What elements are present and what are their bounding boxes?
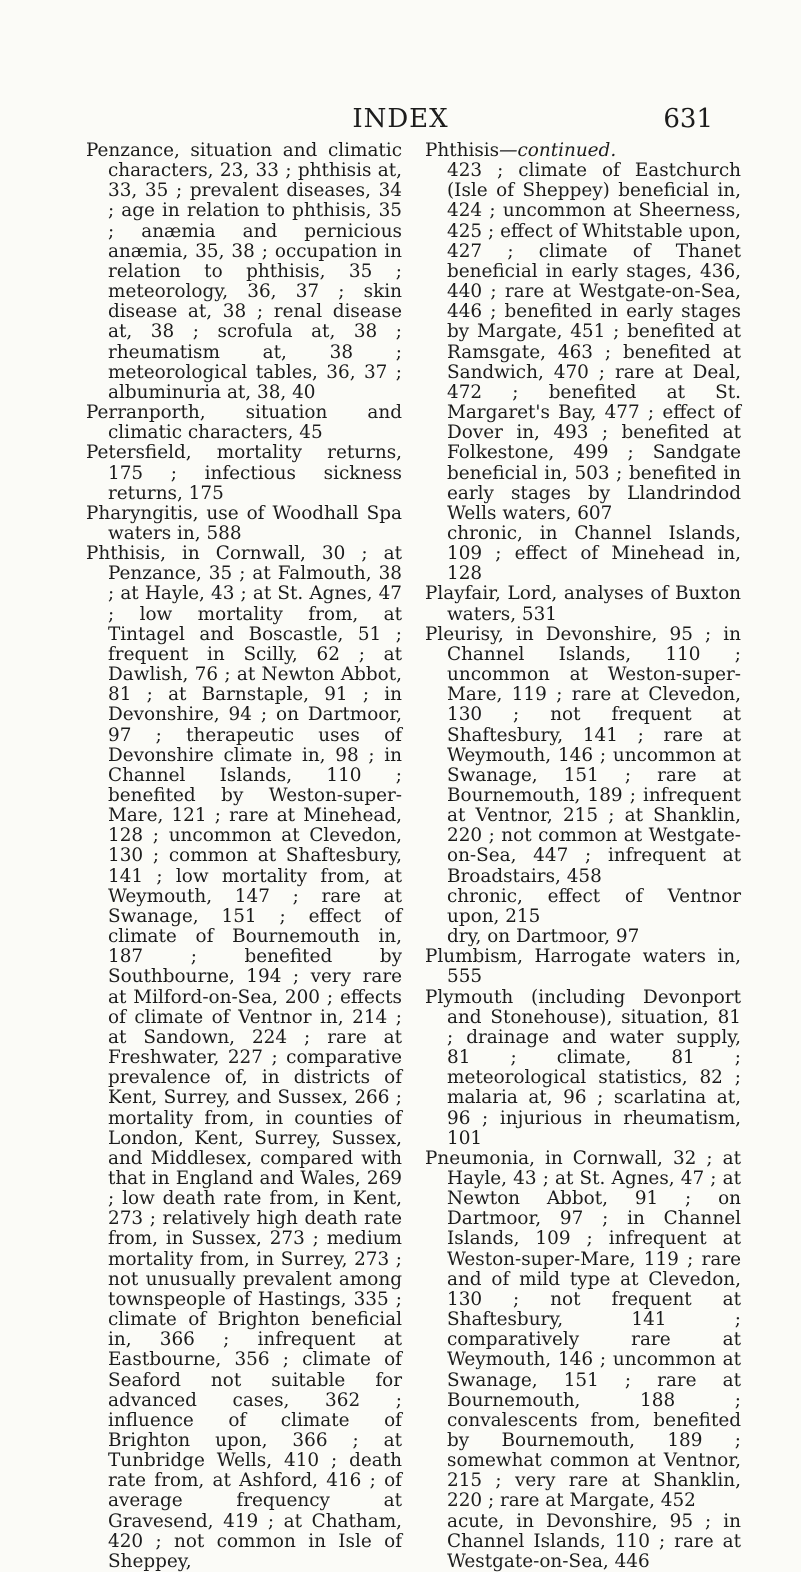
index-subentry-chronic-phthisis: chronic, in Channel Islands, 109 ; effect of Minehead in, 128 (447, 522, 741, 585)
index-entry-phthisis-continued: 423 ; climate of Eastchurch (Isle of Sheppey) beneficial in, 424 ; uncommon at Sheerness, 425 ; effect of Whitstable upon, 427 ; climate of Thanet beneficial in early stages, 436, 440 ; rare at Westgate-on-Sea, 446 ; benefited in early stages by Margate, 451 ; benefited at Ramsgate, 463 ; benefited at Sandwich, 470 ; rare at Deal, 472 ; benefited at St. Margaret's Bay, 477 ; effect of Dover in, 493 ; benefited at Folkestone, 499 ; Sandgate beneficial in, 503 ; benefited in early stages by Llandrindod Wells waters, 607 (447, 160, 741, 524)
index-entry-penzance: Penzance, situation and climatic characters, 23, 33 ; phthisis at, 33, 35 ; prevalent diseases, 34 ; age in relation to phthisis, 35 ; anæmia and pernicious anæmia, 35, 38 ; occupation in relation to phthisis, 35 ; meteorology, 36, 37 ; skin disease at, 38 ; renal disease at, 38 ; scrofula at, 38 ; rheumatism at, 38 ; meteorological tables, 36, 37 ; albuminuria at, 38, 40 (86, 140, 402, 403)
left-column (86, 141, 402, 1572)
running-title: INDEX (352, 104, 449, 134)
continued-label: —continued. (499, 140, 617, 161)
index-entry-petersfield: Petersfield, mortality returns, 175 ; infectious sickness returns, 175 (86, 442, 402, 504)
page-header (0, 104, 801, 134)
index-entry-playfair: Playfair, Lord, analyses of Buxton waters, 531 (425, 583, 741, 625)
index-subentry-chronic-pleurisy: chronic, effect of Ventnor upon, 215 (447, 885, 741, 927)
index-entry-pharyngitis: Pharyngitis, use of Woodhall Spa waters in, 588 (86, 502, 402, 544)
index-entry-pleurisy: Pleurisy, in Devonshire, 95 ; in Channel Islands, 110 ; uncommon at Weston-super-Mare, 119 ; rare at Clevedon, 130 ; not frequent at Shaftesbury, 141 ; rare at Weymouth, 146 ; uncommon at Swanage, 151 ; rare at Bournemouth, 189 ; infrequent at Ventnor, 215 ; at Shanklin, 220 ; not common at Westgate-on-Sea, 447 ; infrequent at Broadstairs, 458 (425, 623, 741, 887)
index-entry-plymouth: Plymouth (including Devonport and Stonehouse), situation, 81 ; drainage and water supply, 81 ; climate, 81 ; meteorological statistics, 82 ; malaria at, 96 ; scarlatina at, 96 ; injurious in rheumatism, 101 (425, 986, 741, 1149)
index-entry-pneumonia: Pneumonia, in Cornwall, 32 ; at Hayle, 43 ; at St. Agnes, 47 ; at Newton Abbot, 91 ; on Dartmoor, 97 ; in Channel Islands, 109 ; infrequent at Weston-super-Mare, 119 ; rare and of mild type at Clevedon, 130 ; not frequent at Shaftesbury, 141 ; comparatively rare at Weymouth, 146 ; uncommon at Swanage, 151 ; rare at Bournemouth, 188 ; convalescents from, benefited by Bournemouth, 189 ; somewhat common at Ventnor, 215 ; very rare at Shanklin, 220 ; rare at Margate, 452 (425, 1147, 741, 1512)
continued-heading (425, 141, 741, 161)
index-entry-phthisis: Phthisis, in Cornwall, 30 ; at Penzance, 35 ; at Falmouth, 38 ; at Hayle, 43 ; at St. Agnes, 47 ; low mortality from, at Tintagel and Boscastle, 51 ; frequent in Scilly, 62 ; at Dawlish, 76 ; at Newton Abbot, 81 ; at Barnstaple, 91 ; in Devonshire, 94 ; on Dartmoor, 97 ; therapeutic uses of Devonshire climate in, 98 ; in Channel Islands, 110 ; benefited by Weston-super-Mare, 121 ; rare at Minehead, 128 ; uncommon at Clevedon, 130 ; common at Shaftesbury, 141 ; low mortality from, at Weymouth, 147 ; rare at Swanage, 151 ; effect of climate of Bournemouth in, 187 ; benefited by Southbourne, 194 ; very rare at Milford-on-Sea, 200 ; effects of climate of Ventnor in, 214 ; at Sandown, 224 ; rare at Freshwater, 227 ; comparative prevalence of, in districts of Kent, Surrey, and Sussex, 266 ; mortality from, in counties of London, Kent, Surrey, Sussex, and Middlesex, compared with that in England and Wales, 269 ; low death rate from, in Kent, 273 ; relatively high death rate from, in Sussex, 273 ; medium mortality from, in Surrey, 273 ; not unusually prevalent among townspeople of Hastings, 335 ; climate of Brighton beneficial in, 366 ; infrequent at Eastbourne, 356 ; climate of Seaford not suitable for advanced cases, 362 ; influence of climate of Brighton upon, 366 ; at Tunbridge Wells, 410 ; death rate from, at Ashford, 416 ; of average frequency at Gravesend, 419 ; at Chatham, 420 ; not common in Isle of Sheppey, (86, 543, 402, 1572)
index-entry-plumbism: Plumbism, Harrogate waters in, 555 (425, 946, 741, 988)
page-number: 631 (663, 104, 713, 134)
index-subentry-acute-pneumonia: acute, in Devonshire, 95 ; in Channel Islands, 110 ; rare at Westgate-on-Sea, 446 (447, 1510, 741, 1572)
right-column (425, 141, 741, 1572)
index-entry-perranporth: Perranporth, situation and climatic characters, 45 (86, 402, 402, 444)
continued-head-word: Phthisis (425, 140, 500, 161)
index-subentry-dry-pleurisy: dry, on Dartmoor, 97 (447, 926, 640, 948)
